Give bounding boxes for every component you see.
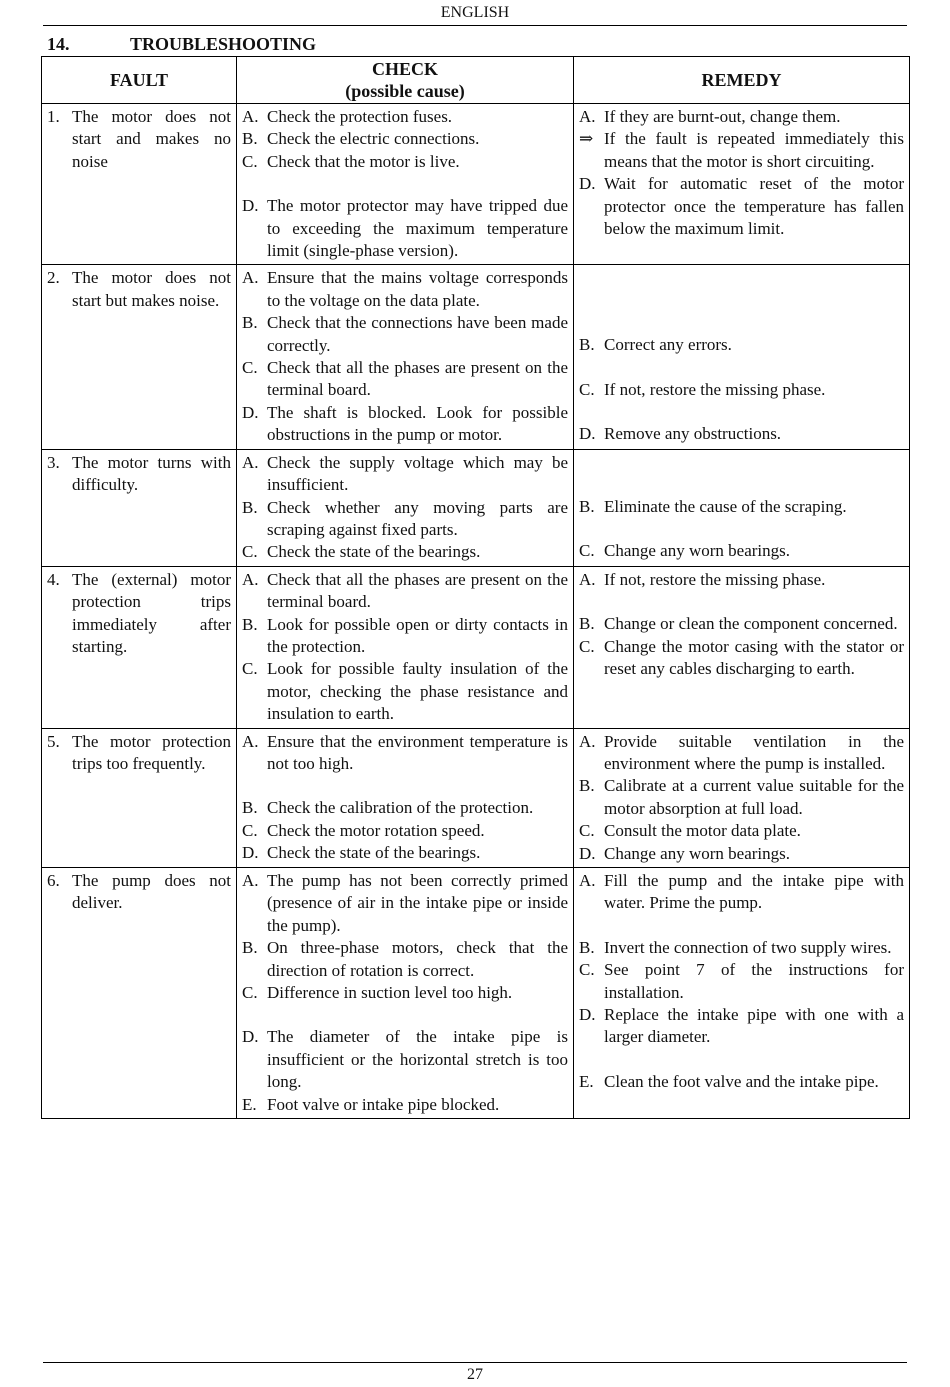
check-item: The diameter of the intake pipe is insufficient or the horizontal stretch is too long. — [267, 1027, 568, 1092]
troubleshooting-table — [41, 56, 910, 1119]
item-letter: C. — [242, 542, 258, 562]
item-letter: C. — [579, 636, 595, 656]
remedy-column-header: REMEDY — [574, 57, 910, 104]
check-item: The pump has not been correctly primed (presence of air in the intake pipe or inside the pump). — [267, 871, 568, 935]
remedy-item: See point 7 of the instructions for installation. — [604, 960, 904, 1002]
remedy-item: Remove any obstructions. — [604, 424, 782, 444]
check-item: Difference in suction level too high. — [267, 983, 513, 1003]
check-item: Check that the motor is live. — [267, 151, 460, 171]
remedy-item: Consult the motor data plate. — [604, 821, 801, 841]
check-item: Check that all the phases are present on the terminal board. — [267, 569, 568, 612]
check-item: Check whether any moving parts are scraping against fixed parts. — [267, 497, 568, 539]
remedy-item: Change any worn bearings. — [604, 843, 791, 863]
remedy-item: Replace the intake pipe with one with a larger diameter. — [604, 1005, 904, 1047]
item-letter: B. — [579, 496, 595, 516]
fault-number: 5. — [47, 731, 60, 751]
table-row — [42, 728, 910, 867]
remedy-item: Fill the pump and the intake pipe with water. Prime the pump. — [604, 871, 904, 913]
item-letter: B. — [579, 776, 595, 796]
section-number: 14. — [47, 34, 70, 54]
check-item: Ensure that the mains voltage corresponds to the voltage on the data plate. — [267, 268, 568, 310]
fault-text: The (external) motor protection trips immediately after starting. — [72, 569, 231, 656]
remedy-item: Invert the connection of two supply wires. — [604, 937, 892, 957]
check-header-line2: (possible cause) — [345, 81, 465, 101]
check-cell — [237, 566, 574, 728]
remedy-item: If the fault is repeated immediately this means that the motor is short circuiting. — [604, 129, 904, 171]
check-cell — [237, 728, 574, 867]
item-letter: B. — [242, 497, 258, 517]
item-letter: C. — [242, 358, 258, 378]
remedy-cell — [574, 868, 910, 1119]
fault-cell — [42, 868, 237, 1119]
table-row — [42, 868, 910, 1119]
item-letter: A. — [579, 107, 596, 126]
check-header-line1: CHECK — [371, 59, 438, 79]
item-letter: A. — [579, 871, 596, 890]
item-letter: C. — [579, 821, 595, 841]
fault-number: 6. — [47, 871, 60, 890]
item-letter: B. — [242, 129, 258, 149]
item-letter: B. — [579, 335, 595, 355]
table-header-row — [42, 57, 910, 104]
remedy-item: Correct any errors. — [604, 335, 732, 355]
item-letter: B. — [242, 614, 258, 634]
item-letter: A. — [242, 268, 259, 288]
item-letter: B. — [242, 313, 258, 333]
item-letter: B. — [579, 614, 595, 634]
fault-text: The pump does not deliver. — [72, 871, 231, 913]
remedy-item: If they are burnt-out, change them. — [604, 107, 841, 126]
remedy-item: Change the motor casing with the stator or reset any cables discharging to earth. — [604, 636, 904, 678]
item-letter: C. — [579, 960, 595, 980]
remedy-item: If not, restore the missing phase. — [604, 569, 826, 589]
check-item: Check the motor rotation speed. — [267, 820, 485, 840]
fault-cell — [42, 265, 237, 449]
item-letter: A. — [242, 871, 259, 890]
fault-column-header: FAULT — [42, 57, 237, 104]
item-letter: E. — [579, 1071, 594, 1091]
check-item: Check the protection fuses. — [267, 107, 453, 126]
item-letter: E. — [242, 1094, 257, 1114]
table-row — [42, 104, 910, 265]
item-letter: A. — [579, 569, 596, 589]
remedy-item: Change or clean the component concerned. — [604, 614, 898, 634]
fault-number: 3. — [47, 452, 60, 472]
remedy-cell — [574, 566, 910, 728]
table-row — [42, 265, 910, 449]
item-letter: C. — [242, 820, 258, 840]
check-cell — [237, 104, 574, 265]
fault-number: 1. — [47, 107, 60, 126]
item-letter: A. — [242, 731, 259, 751]
arrow-icon: ⇒ — [579, 129, 594, 149]
section-title: TROUBLESHOOTING — [130, 34, 317, 54]
remedy-item: Clean the foot valve and the intake pipe. — [604, 1071, 879, 1091]
check-cell — [237, 449, 574, 566]
fault-cell — [42, 566, 237, 728]
page-number: 27 — [467, 1366, 483, 1383]
table-row — [42, 566, 910, 728]
fault-number: 2. — [47, 268, 60, 288]
item-letter: A. — [242, 107, 259, 126]
item-letter: C. — [242, 659, 258, 679]
remedy-cell — [574, 728, 910, 867]
fault-number: 4. — [47, 569, 60, 589]
check-item: Look for possible open or dirty contacts in the protection. — [267, 614, 568, 656]
item-letter: D. — [579, 843, 596, 863]
item-letter: C. — [579, 379, 595, 399]
item-letter: B. — [579, 937, 595, 957]
check-item: Foot valve or intake pipe blocked. — [267, 1094, 500, 1114]
item-letter: B. — [242, 938, 258, 958]
item-letter: A. — [242, 569, 259, 589]
item-letter: C. — [242, 983, 258, 1003]
item-letter: A. — [579, 731, 596, 751]
check-item: Look for possible faulty insulation of the motor, checking the phase resistance and insulation to earth. — [267, 659, 568, 724]
fault-cell — [42, 104, 237, 265]
item-letter: D. — [242, 843, 259, 863]
remedy-item: Wait for automatic reset of the motor protector once the temperature has fallen below the maximum limit. — [604, 174, 904, 239]
check-cell — [237, 265, 574, 449]
remedy-item: Change any worn bearings. — [604, 541, 791, 561]
section-heading — [47, 34, 316, 55]
fault-cell — [42, 728, 237, 867]
item-letter: D. — [242, 402, 259, 422]
item-letter: B. — [242, 798, 258, 818]
item-letter: D. — [242, 1027, 259, 1047]
check-item: The motor protector may have tripped due to exceeding the maximum temperature limit (single-phase version). — [267, 196, 568, 261]
check-item: Check the state of the bearings. — [267, 542, 481, 562]
remedy-cell — [574, 104, 910, 265]
check-item: The shaft is blocked. Look for possible obstructions in the pump or motor. — [267, 402, 568, 445]
item-letter: D. — [579, 424, 596, 444]
item-letter: D. — [242, 196, 259, 216]
footer-rule — [43, 1362, 907, 1363]
remedy-item: Provide suitable ventilation in the environment where the pump is installed. — [604, 731, 904, 773]
fault-text: The motor turns with difficulty. — [72, 452, 231, 495]
check-item: Check the state of the bearings. — [267, 843, 481, 863]
check-cell — [237, 868, 574, 1119]
remedy-item: Calibrate at a current value suitable for the motor absorption at full load. — [604, 776, 904, 818]
check-item: Ensure that the environment temperature is not too high. — [267, 731, 568, 773]
remedy-cell — [574, 449, 910, 566]
table-row — [42, 449, 910, 566]
check-item: On three-phase motors, check that the direction of rotation is correct. — [267, 938, 568, 980]
fault-text: The motor does not start and makes no noise — [72, 107, 231, 171]
remedy-cell — [574, 265, 910, 449]
item-letter: C. — [242, 151, 258, 171]
item-letter: A. — [242, 452, 259, 472]
page-header-language: ENGLISH — [440, 4, 510, 21]
fault-cell — [42, 449, 237, 566]
item-letter: D. — [579, 1005, 596, 1025]
header-rule — [43, 25, 907, 26]
check-column-header — [237, 57, 574, 104]
check-item: Check the supply voltage which may be insufficient. — [267, 452, 568, 495]
fault-text: The motor protection trips too frequently. — [72, 731, 231, 773]
remedy-item: Eliminate the cause of the scraping. — [604, 496, 847, 516]
item-letter: D. — [579, 174, 596, 194]
check-item: Check that all the phases are present on the terminal board. — [267, 358, 568, 400]
fault-text: The motor does not start but makes noise. — [72, 268, 231, 310]
check-item: Check that the connections have been made correctly. — [267, 313, 568, 355]
item-letter: C. — [579, 541, 595, 561]
check-item: Check the electric connections. — [267, 129, 480, 149]
remedy-item: If not, restore the missing phase. — [604, 379, 826, 399]
check-item: Check the calibration of the protection. — [267, 798, 534, 818]
